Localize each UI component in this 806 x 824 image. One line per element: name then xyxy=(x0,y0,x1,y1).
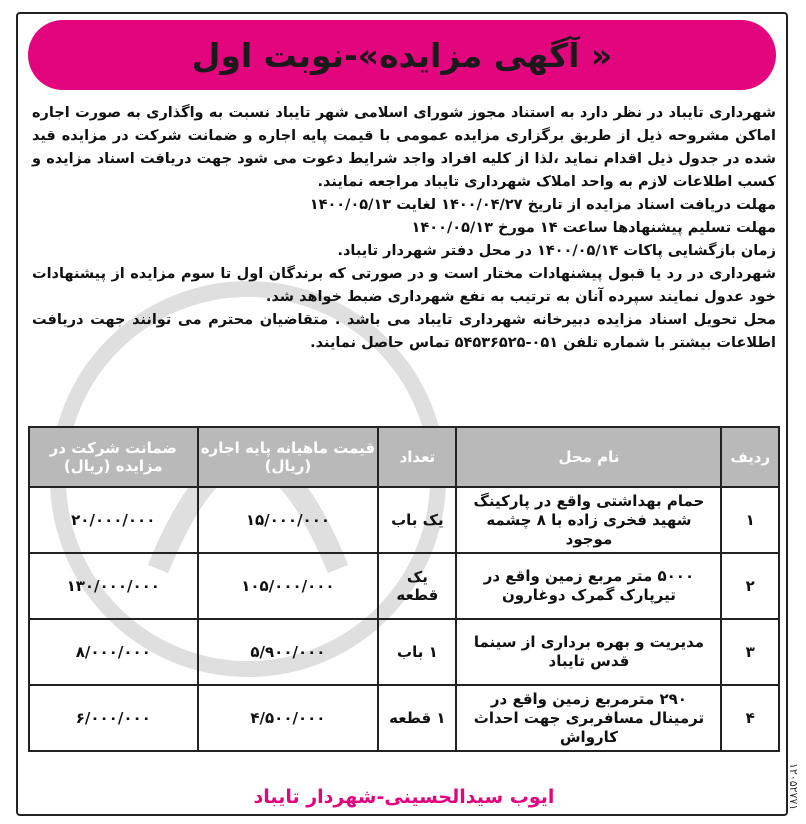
cell-base-rent: ۴/۵۰۰/۰۰۰ xyxy=(198,685,379,751)
cell-count: ۱ قطعه xyxy=(378,685,456,751)
cell-place-name: ۵۰۰۰ متر مربع زمین واقع در تیرپارک گمرک دوغارون xyxy=(456,553,721,619)
cell-row-number: ۴ xyxy=(721,685,779,751)
side-code: ۱۲۰۵۲۷۷۱ xyxy=(787,762,800,810)
advertisement-frame xyxy=(16,12,788,816)
body-paragraph-docs-deadline: مهلت دریافت اسناد مزایده از تاریخ ۱۴۰۰/۰۴/۲۷ لغایت ۱۴۰۰/۰۵/۱۳ xyxy=(309,197,776,213)
table-row xyxy=(29,487,779,553)
cell-guarantee: ۶/۰۰۰/۰۰۰ xyxy=(29,685,198,751)
cell-place-name: حمام بهداشتی واقع در پارکینگ شهید فخری زاده با ۸ چشمه موجود xyxy=(456,487,721,553)
cell-row-number: ۱ xyxy=(721,487,779,553)
cell-base-rent: ۱۵/۰۰۰/۰۰۰ xyxy=(198,487,379,553)
signature-line: ایوب سیدالحسینی-شهردار تایباد xyxy=(253,786,555,808)
announcement-body xyxy=(32,102,776,355)
page-title: « آگهی مزایده»-نوبت اول xyxy=(191,35,613,75)
cell-base-rent: ۱۰۵/۰۰۰/۰۰۰ xyxy=(198,553,379,619)
table-row xyxy=(29,553,779,619)
cell-guarantee: ۱۳۰/۰۰۰/۰۰۰ xyxy=(29,553,198,619)
table-row xyxy=(29,685,779,751)
table-row xyxy=(29,619,779,685)
table-header-row xyxy=(29,427,779,487)
cell-count: یک باب xyxy=(378,487,456,553)
cell-place-name: ۲۹۰ مترمربع زمین واقع در ترمینال مسافربری جهت احداث کارواش xyxy=(456,685,721,751)
header-count: تعداد xyxy=(378,427,456,487)
cell-row-number: ۲ xyxy=(721,553,779,619)
auction-table-wrapper xyxy=(28,426,780,752)
body-paragraph-contact: محل تحویل اسناد مزایده دبیرخانه شهرداری تایباد می باشد . متقاضیان محترم می توانند جهت دریافت اطلاعات بیشتر با شماره تلفن ۰۵۱-۵۴۵۳۶۵۲۵ تماس حاصل نمایند. xyxy=(32,312,776,351)
title-banner xyxy=(28,20,776,90)
body-paragraph-opening: زمان بازگشایی پاکات ۱۴۰۰/۰۵/۱۴ در محل دفتر شهردار تایباد. xyxy=(337,243,776,259)
header-guarantee: ضمانت شرکت در مزایده (ریال) xyxy=(29,427,198,487)
body-paragraph-intro: شهرداری تایباد در نظر دارد به استناد مجوز شورای اسلامی شهر تایباد نسبت به واگذاری به صورت اجاره اماکن مشروحه ذیل از طریق برگزاری مزایده عمومی با قیمت پایه اجاره و ضمانت شرکت در مزایده قید شده در جدول ذیل اقدام نماید ،لذا از کلیه افراد واجد شرایط دعوت می شود جهت دریافت اسناد مزایده و کسب اطلاعات لازم به واحد املاک شهرداری تایباد مراجعه نمایند. xyxy=(32,105,776,190)
cell-count: یک قطعه xyxy=(378,553,456,619)
cell-row-number: ۳ xyxy=(721,619,779,685)
body-paragraph-terms: شهرداری در رد یا قبول پیشنهادات مختار است و در صورتی که برندگان اول تا سوم مزایده از پیشنهادات خود عدول نمایند سپرده آنان به ترتیب به نفع شهرداری ضبط خواهد شد. xyxy=(32,266,776,305)
auction-table xyxy=(28,426,780,752)
header-base-rent: قیمت ماهیانه پایه اجاره (ریال) xyxy=(198,427,379,487)
cell-count: ۱ باب xyxy=(378,619,456,685)
header-place-name: نام محل xyxy=(456,427,721,487)
cell-guarantee: ۲۰/۰۰۰/۰۰۰ xyxy=(29,487,198,553)
cell-place-name: مدیریت و بهره برداری از سینما قدس تایباد xyxy=(456,619,721,685)
cell-base-rent: ۵/۹۰۰/۰۰۰ xyxy=(198,619,379,685)
cell-guarantee: ۸/۰۰۰/۰۰۰ xyxy=(29,619,198,685)
header-row-number: ردیف xyxy=(721,427,779,487)
body-paragraph-submit-deadline: مهلت تسلیم پیشنهادها ساعت ۱۴ مورخ ۱۴۰۰/۰۵/۱۳ xyxy=(411,220,776,236)
